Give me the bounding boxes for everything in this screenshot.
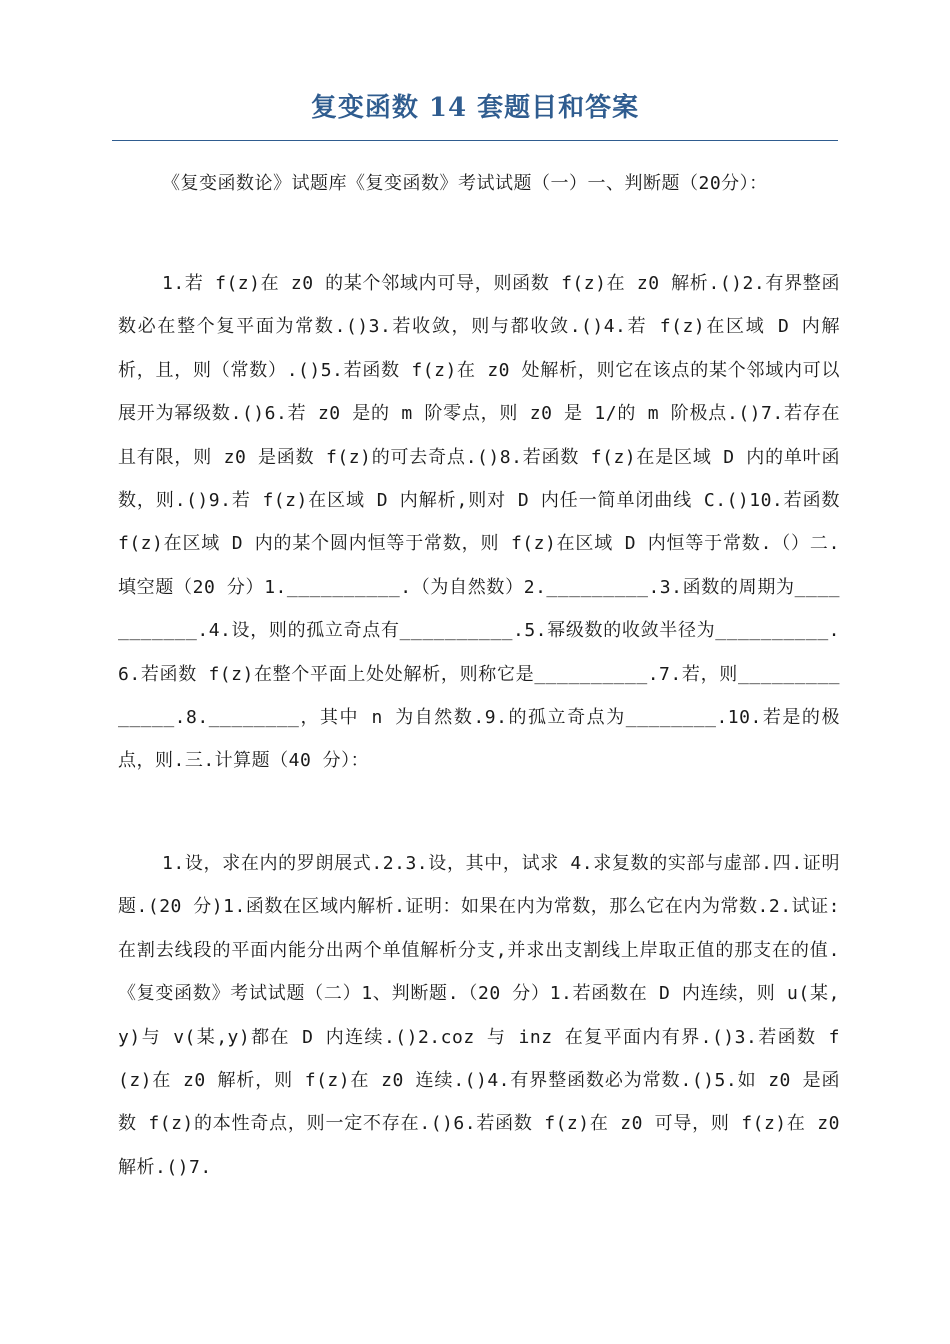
- document-title: 复变函数 14 套题目和答案: [310, 93, 640, 123]
- paragraph-continued: 1.设，求在内的罗朗展式.2.3.设，其中，试求 4.求复数的实部与虚部.四.证明题.(20 分)1.函数在区域内解析.证明：如果在内为常数，那么它在内为常数.2.试证:在割去线段的平面内能分出两个单值解析分支,并求出支割线上岸取正值的那支在的值.《复变函数》考试试题（二）1、判断题.（20 分）1.若函数在 D 内连续，则 u(某,y)与 v(某,y)都在 D 内连续.()2.coz 与 inz 在复平面内有界.()3.若函数 f(z)在 z0 解析，则 f(z)在 z0 连续.()4.有界整函数必为常数.()5.如 z0 是函数 f(z)的本性奇点，则一定不存在.()6.若函数 f(z)在 z0 可导，则 f(z)在 z0 解析.()7.: [118, 853, 840, 1178]
- paragraph-questions: 1.若 f(z)在 z0 的某个邻域内可导，则函数 f(z)在 z0 解析.()2.有界整函数必在整个复平面为常数.()3.若收敛，则与都收敛.()4.若 f(z)在区域 D 内解析，且，则（常数）.()5.若函数 f(z)在 z0 处解析，则它在该点的某个邻域内可以展开为幂级数.()6.若 z0 是的 m 阶零点，则 z0 是 1/的 m 阶极点.()7.若存在且有限，则 z0 是函数 f(z)的可去奇点.()8.若函数 f(z)在是区域 D 内的单叶函数，则.()9.若 f(z)在区域 D 内解析,则对 D 内任一简单闭曲线 C.()10.若函数 f(z)在区域 D 内的某个圆内恒等于常数，则 f(z)在区域 D 内恒等于常数.（）二.填空题（20 分）1.__________.（为自然数）2._________.3.函数的周期为___________.4.设，则的孤立奇点有__________.5.幂级数的收敛半径为__________.6.若函数 f(z)在整个平面上处处解析，则称它是__________.7.若，则______________.8.________，其中 n 为自然数.9.的孤立奇点为________.10.若是的极点，则.三.计算题（40 分）：: [118, 273, 840, 772]
- title-divider: [112, 140, 838, 141]
- paragraph-intro: 《复变函数论》试题库《复变函数》考试试题（一）一、判断题（20分）：: [162, 173, 768, 194]
